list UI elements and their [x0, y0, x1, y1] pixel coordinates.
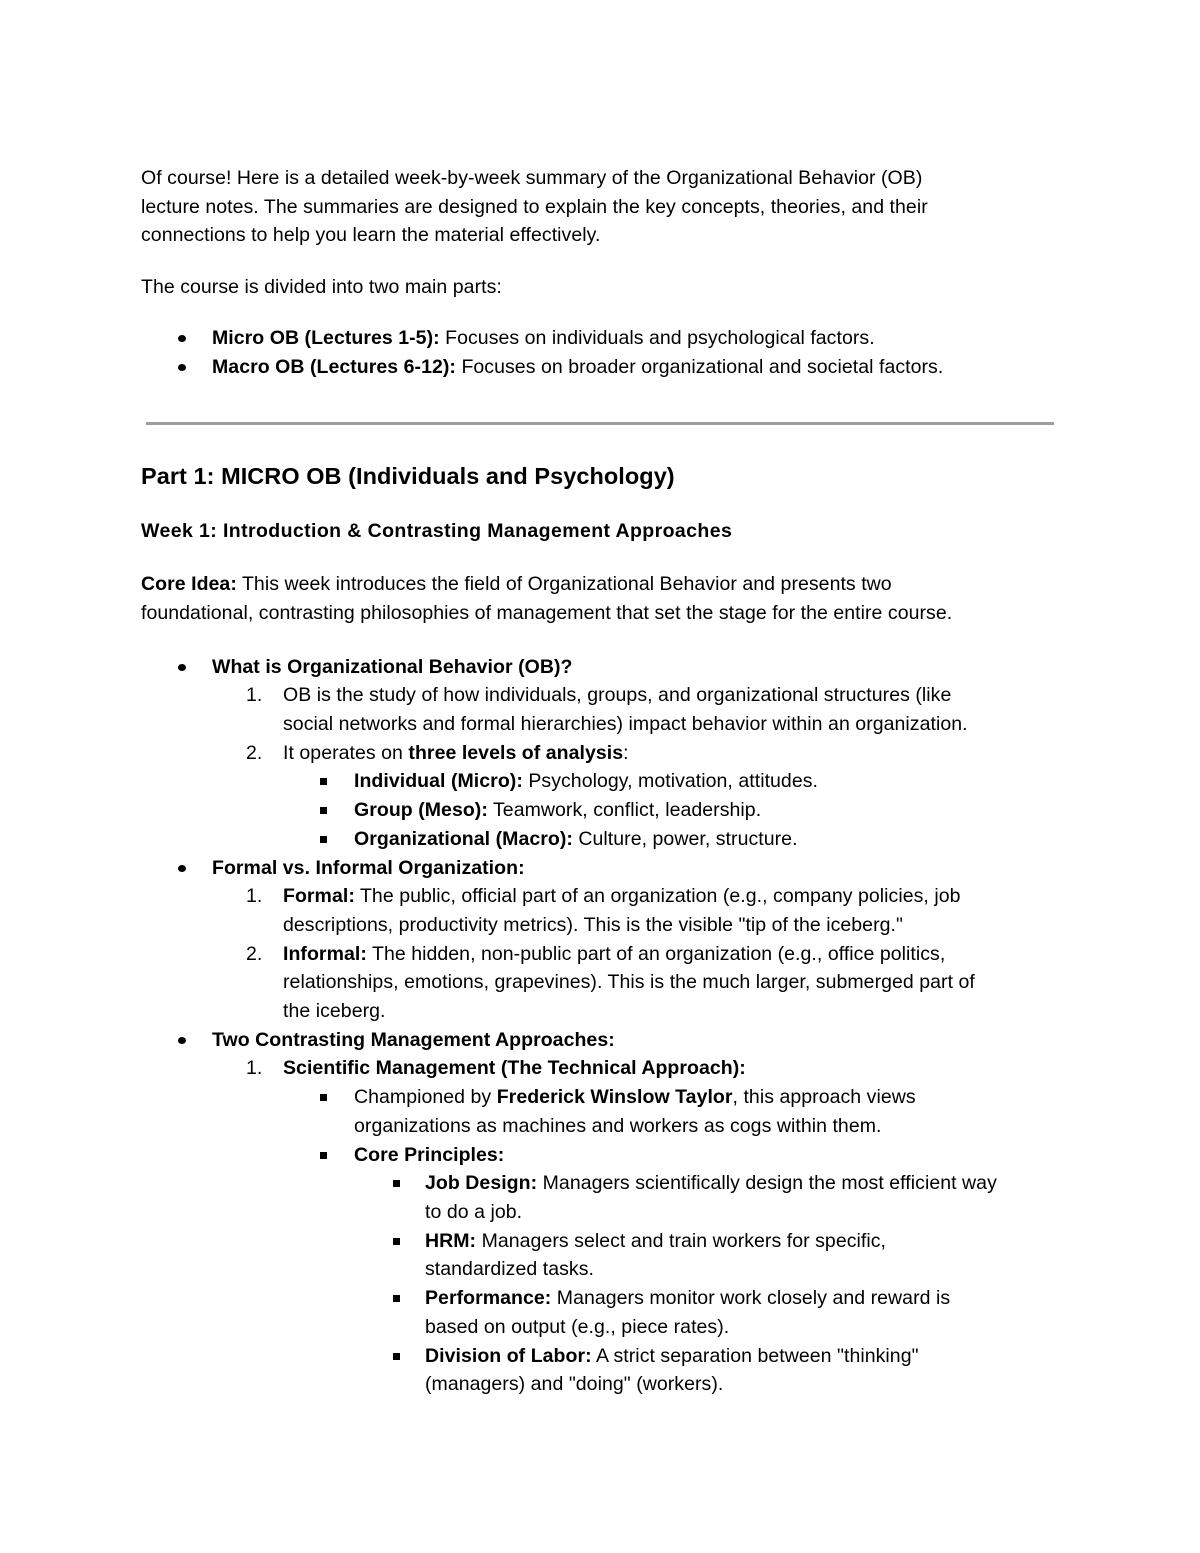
item-text: the iceberg. [283, 1000, 386, 1023]
topic-heading: Two Contrasting Management Approaches: [212, 1028, 615, 1051]
horizontal-divider [146, 422, 1054, 425]
document-body [141, 164, 1061, 1399]
item-text: It operates on [283, 741, 409, 764]
list-item [212, 940, 1061, 1026]
levels-list [283, 767, 1061, 853]
numbered-list [212, 882, 1061, 1026]
list-number: 2. [246, 741, 263, 764]
item-text: The hidden, non-public part of an organization (e.g., office politics, [366, 942, 946, 965]
item-label: Group (Meso): [354, 799, 488, 822]
list-item [212, 882, 1061, 939]
list-item [141, 854, 1061, 1026]
list-item [283, 825, 1061, 854]
item-label: Macro OB (Lectures 6-12): [212, 355, 456, 378]
approach-details-list [283, 1083, 1061, 1399]
list-item [283, 767, 1061, 796]
list-item [141, 1026, 1061, 1399]
item-text: descriptions, productivity metrics). This is the visible "tip of the iceberg." [283, 913, 903, 936]
item-label: Job Design: [425, 1172, 538, 1195]
list-number: 1. [246, 1057, 263, 1080]
numbered-list [212, 681, 1061, 853]
intro-line: connections to help you learn the material effectively. [141, 224, 601, 247]
list-item [212, 1054, 1061, 1398]
item-text: : [623, 741, 629, 764]
item-text: Psychology, motivation, attitudes. [522, 770, 818, 793]
list-number: 1. [246, 885, 263, 908]
item-bold: Frederick Winslow Taylor [496, 1086, 733, 1109]
item-text: based on output (e.g., piece rates). [425, 1315, 730, 1338]
core-idea-text: foundational, contrasting philosophies of management that set the stage for the entire course. [141, 601, 953, 624]
list-item [354, 1227, 1061, 1284]
list-item [141, 653, 1061, 854]
list-item [283, 1083, 1061, 1140]
parts-intro: The course is divided into two main parts: [141, 276, 502, 299]
week-topics-list [141, 653, 1061, 1399]
item-text: Managers scientifically design the most efficient way [537, 1172, 997, 1195]
list-number: 1. [246, 684, 263, 707]
item-text: , this approach views [732, 1086, 916, 1109]
item-label: Scientific Management (The Technical Approach): [283, 1057, 746, 1080]
item-bold: three levels of analysis [408, 741, 624, 764]
item-label: HRM: [425, 1229, 477, 1252]
item-label: Informal: [283, 942, 367, 965]
parts-list [141, 324, 1061, 381]
core-idea-text: This week introduces the field of Organizational Behavior and presents two [236, 573, 892, 596]
topic-heading: Formal vs. Informal Organization: [212, 856, 525, 879]
week-heading: Week 1: Introduction & Contrasting Management Approaches [141, 520, 733, 543]
item-text: Managers monitor work closely and reward is [551, 1287, 951, 1310]
item-text: The public, official part of an organization (e.g., company policies, job [354, 885, 961, 908]
item-text: to do a job. [425, 1200, 523, 1223]
item-label: Organizational (Macro): [354, 827, 573, 850]
item-text: Teamwork, conflict, leadership. [487, 799, 762, 822]
part-heading: Part 1: MICRO OB (Individuals and Psychology) [141, 463, 675, 490]
principles-list [354, 1169, 1061, 1399]
item-text: organizations as machines and workers as cogs within them. [354, 1114, 882, 1137]
item-text: standardized tasks. [425, 1258, 594, 1281]
item-label: Micro OB (Lectures 1-5): [212, 326, 440, 349]
core-idea-label: Core Idea: [141, 573, 237, 596]
item-label: Formal: [283, 885, 355, 908]
item-label: Core Principles: [354, 1143, 505, 1166]
list-item [141, 353, 1061, 382]
numbered-list [212, 1054, 1061, 1398]
intro-line: Of course! Here is a detailed week-by-week summary of the Organizational Behavior (OB) [141, 167, 923, 189]
list-item [354, 1342, 1061, 1399]
list-number: 2. [246, 942, 263, 965]
item-label: Individual (Micro): [354, 770, 523, 793]
item-text: Managers select and train workers for specific, [476, 1229, 887, 1252]
item-label: Division of Labor: [425, 1344, 592, 1367]
item-text: Focuses on individuals and psychological factors. [439, 326, 875, 349]
list-item [283, 1141, 1061, 1399]
item-text: A strict separation between "thinking" [591, 1344, 919, 1367]
item-text: social networks and formal hierarchies) impact behavior within an organization. [283, 713, 968, 736]
item-text: Championed by [354, 1086, 497, 1109]
item-text: Culture, power, structure. [572, 827, 798, 850]
core-idea-paragraph [141, 570, 1061, 627]
item-text: relationships, emotions, grapevines). This is the much larger, submerged part of [283, 971, 975, 994]
item-text: (managers) and "doing" (workers). [425, 1373, 724, 1396]
topic-heading: What is Organizational Behavior (OB)? [212, 655, 573, 678]
list-item [212, 739, 1061, 854]
list-item [141, 324, 1061, 353]
item-text: OB is the study of how individuals, groups, and organizational structures (like [283, 684, 952, 707]
list-item [354, 1284, 1061, 1341]
list-item [283, 796, 1061, 825]
intro-paragraph [141, 164, 1061, 250]
list-item [354, 1169, 1061, 1226]
item-label: Performance: [425, 1287, 552, 1310]
intro-line: lecture notes. The summaries are designed to explain the key concepts, theories, and their [141, 195, 928, 218]
item-text: Focuses on broader organizational and societal factors. [455, 355, 944, 378]
list-item [212, 681, 1061, 738]
